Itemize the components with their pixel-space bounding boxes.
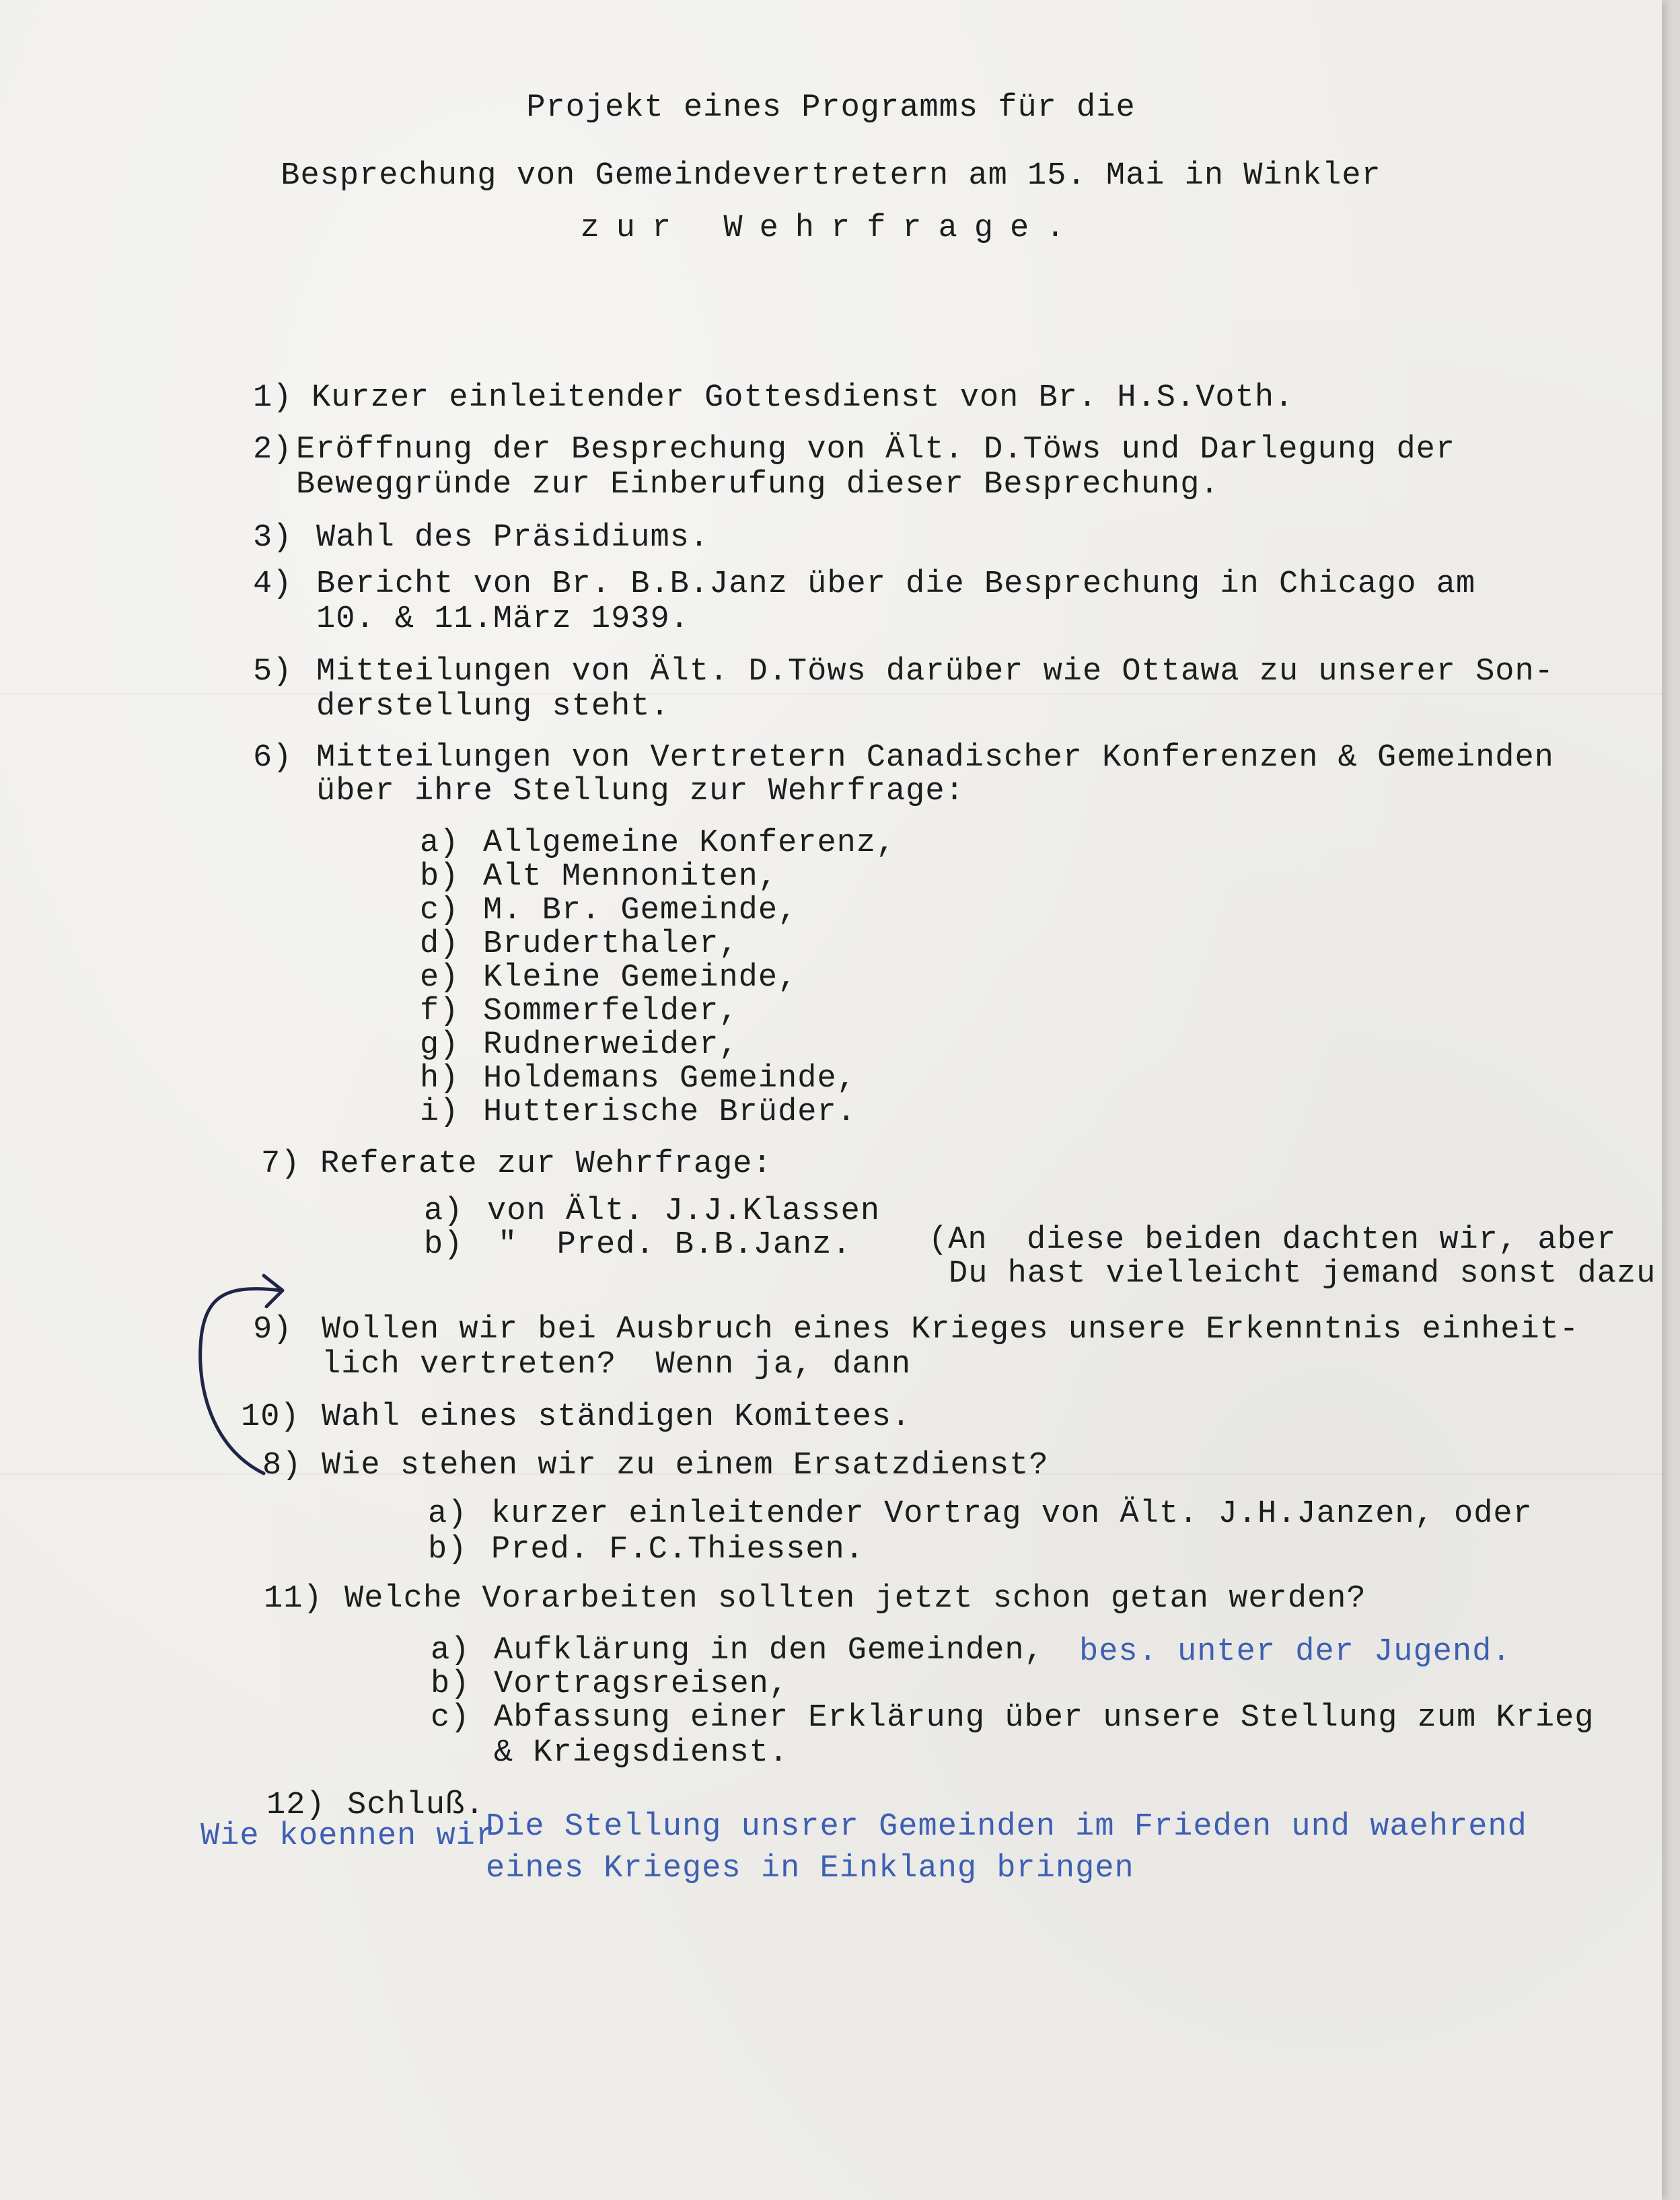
item-text: Eröffnung der Besprechung von Ält. D.Töws und Darlegung der — [296, 432, 1456, 468]
item-number: 9) — [253, 1312, 293, 1348]
item-text: 10. & 11.März 1939. — [316, 601, 690, 637]
item-number: 6) — [253, 740, 293, 776]
sub-item-text: Rudnerweider, — [483, 1027, 739, 1063]
item-text: Mitteilungen von Ält. D.Töws darüber wie Ottawa zu unserer Son- — [316, 654, 1554, 690]
sub-letter: b) — [431, 1666, 470, 1702]
note-line: Du hast vielleicht jemand sonst dazu — [949, 1256, 1656, 1292]
sub-letter: b) — [428, 1532, 468, 1568]
sub-letter: a) — [431, 1633, 470, 1669]
sub-letter: c) — [420, 893, 460, 928]
note-line: (An diese beiden dachten wir, aber — [928, 1222, 1617, 1258]
sub-letter: b) — [424, 1227, 464, 1263]
sub-item-text: Hutterische Brüder. — [483, 1095, 856, 1130]
sub-item-text: Aufklärung in den Gemeinden, — [494, 1633, 1044, 1669]
handwritten-addition: bes. unter der Jugend. — [1079, 1634, 1512, 1670]
item-number: 4) — [253, 566, 293, 602]
item-number: 11) — [264, 1581, 323, 1617]
sub-letter: c) — [431, 1700, 470, 1736]
header-line-3: zur Wehrfrage. — [580, 211, 1082, 246]
item-text: Wollen wir bei Ausbruch eines Krieges unsere Erkenntnis einheit- — [322, 1312, 1580, 1348]
sub-item-text: Alt Mennoniten, — [483, 859, 778, 895]
item-number: 5) — [253, 654, 293, 690]
item-text: Mitteilungen von Vertretern Canadischer Konferenzen & Gemeinden — [316, 740, 1554, 776]
item-text: Beweggründe zur Einberufung dieser Besprechung. — [296, 467, 1220, 503]
sub-item-text: Bruderthaler, — [483, 926, 739, 962]
sub-item-text: Abfassung einer Erklärung über unsere Stellung zum Krieg — [494, 1700, 1595, 1736]
sub-letter: a) — [424, 1194, 464, 1229]
item-text: Referate zur Wehrfrage: — [320, 1146, 772, 1182]
item-text: Wahl des Präsidiums. — [316, 520, 710, 556]
sub-item-text: Allgemeine Konferenz, — [483, 826, 896, 861]
item-text: Schluß. — [347, 1788, 485, 1823]
sub-letter: b) — [420, 859, 460, 895]
item-text: derstellung steht. — [316, 689, 670, 725]
sub-letter: d) — [420, 926, 460, 962]
sub-letter: g) — [420, 1027, 460, 1063]
sub-item-text: Kleine Gemeinde, — [483, 960, 798, 996]
item-text: Wahl eines ständigen Komitees. — [322, 1399, 912, 1435]
sub-item-text: " Pred. B.B.Janz. — [498, 1227, 852, 1263]
sub-letter: e) — [420, 960, 460, 996]
sub-item-text: kurzer einleitender Vortrag von Ält. J.H.Janzen, oder — [491, 1496, 1533, 1532]
item-number: 7) — [261, 1146, 301, 1182]
sub-item-text: Pred. F.C.Thiessen. — [491, 1532, 865, 1568]
sub-item-text: von Ält. J.J.Klassen — [487, 1194, 881, 1229]
header-line-1: Projekt eines Programms für die — [526, 90, 1136, 126]
item-text: Wie stehen wir zu einem Ersatzdienst? — [322, 1448, 1049, 1483]
item-number: 3) — [253, 520, 293, 556]
item-number: 2) — [253, 432, 293, 468]
sub-letter: h) — [420, 1061, 460, 1097]
item-text: über ihre Stellung zur Wehrfrage: — [316, 774, 965, 809]
item-number: 1) — [253, 380, 293, 416]
blue-addition-line-1: Die Stellung unsrer Gemeinden im Frieden und waehrend — [486, 1809, 1527, 1845]
sub-item-text: M. Br. Gemeinde, — [483, 893, 798, 928]
sub-item-text: Sommerfelder, — [483, 994, 739, 1029]
item-number: 12) — [266, 1788, 326, 1823]
sub-item-text: Vortragsreisen, — [494, 1666, 789, 1702]
item-text: Welche Vorarbeiten sollten jetzt schon getan werden? — [344, 1581, 1366, 1617]
sub-letter: f) — [420, 994, 460, 1029]
item-text: lich vertreten? Wenn ja, dann — [322, 1347, 912, 1383]
item-text: Bericht von Br. B.B.Janz über die Besprechung in Chicago am — [316, 566, 1476, 602]
item-text: Kurzer einleitender Gottesdienst von Br. H.S.Voth. — [312, 380, 1294, 416]
sub-item-text-cont: & Kriegsdienst. — [494, 1735, 789, 1771]
blue-addition-prefix: Wie koennen wir — [200, 1819, 496, 1854]
blue-addition-line-2: eines Krieges in Einklang bringen — [486, 1851, 1134, 1886]
sub-letter: a) — [420, 826, 460, 861]
sub-letter: i) — [420, 1095, 460, 1130]
item-number: 8) — [262, 1448, 302, 1483]
sub-item-text: Holdemans Gemeinde, — [483, 1061, 856, 1097]
item-number: 10) — [241, 1399, 300, 1435]
sub-letter: a) — [428, 1496, 468, 1532]
header-line-2: Besprechung von Gemeindevertretern am 15. Mai in Winkler — [281, 158, 1381, 194]
